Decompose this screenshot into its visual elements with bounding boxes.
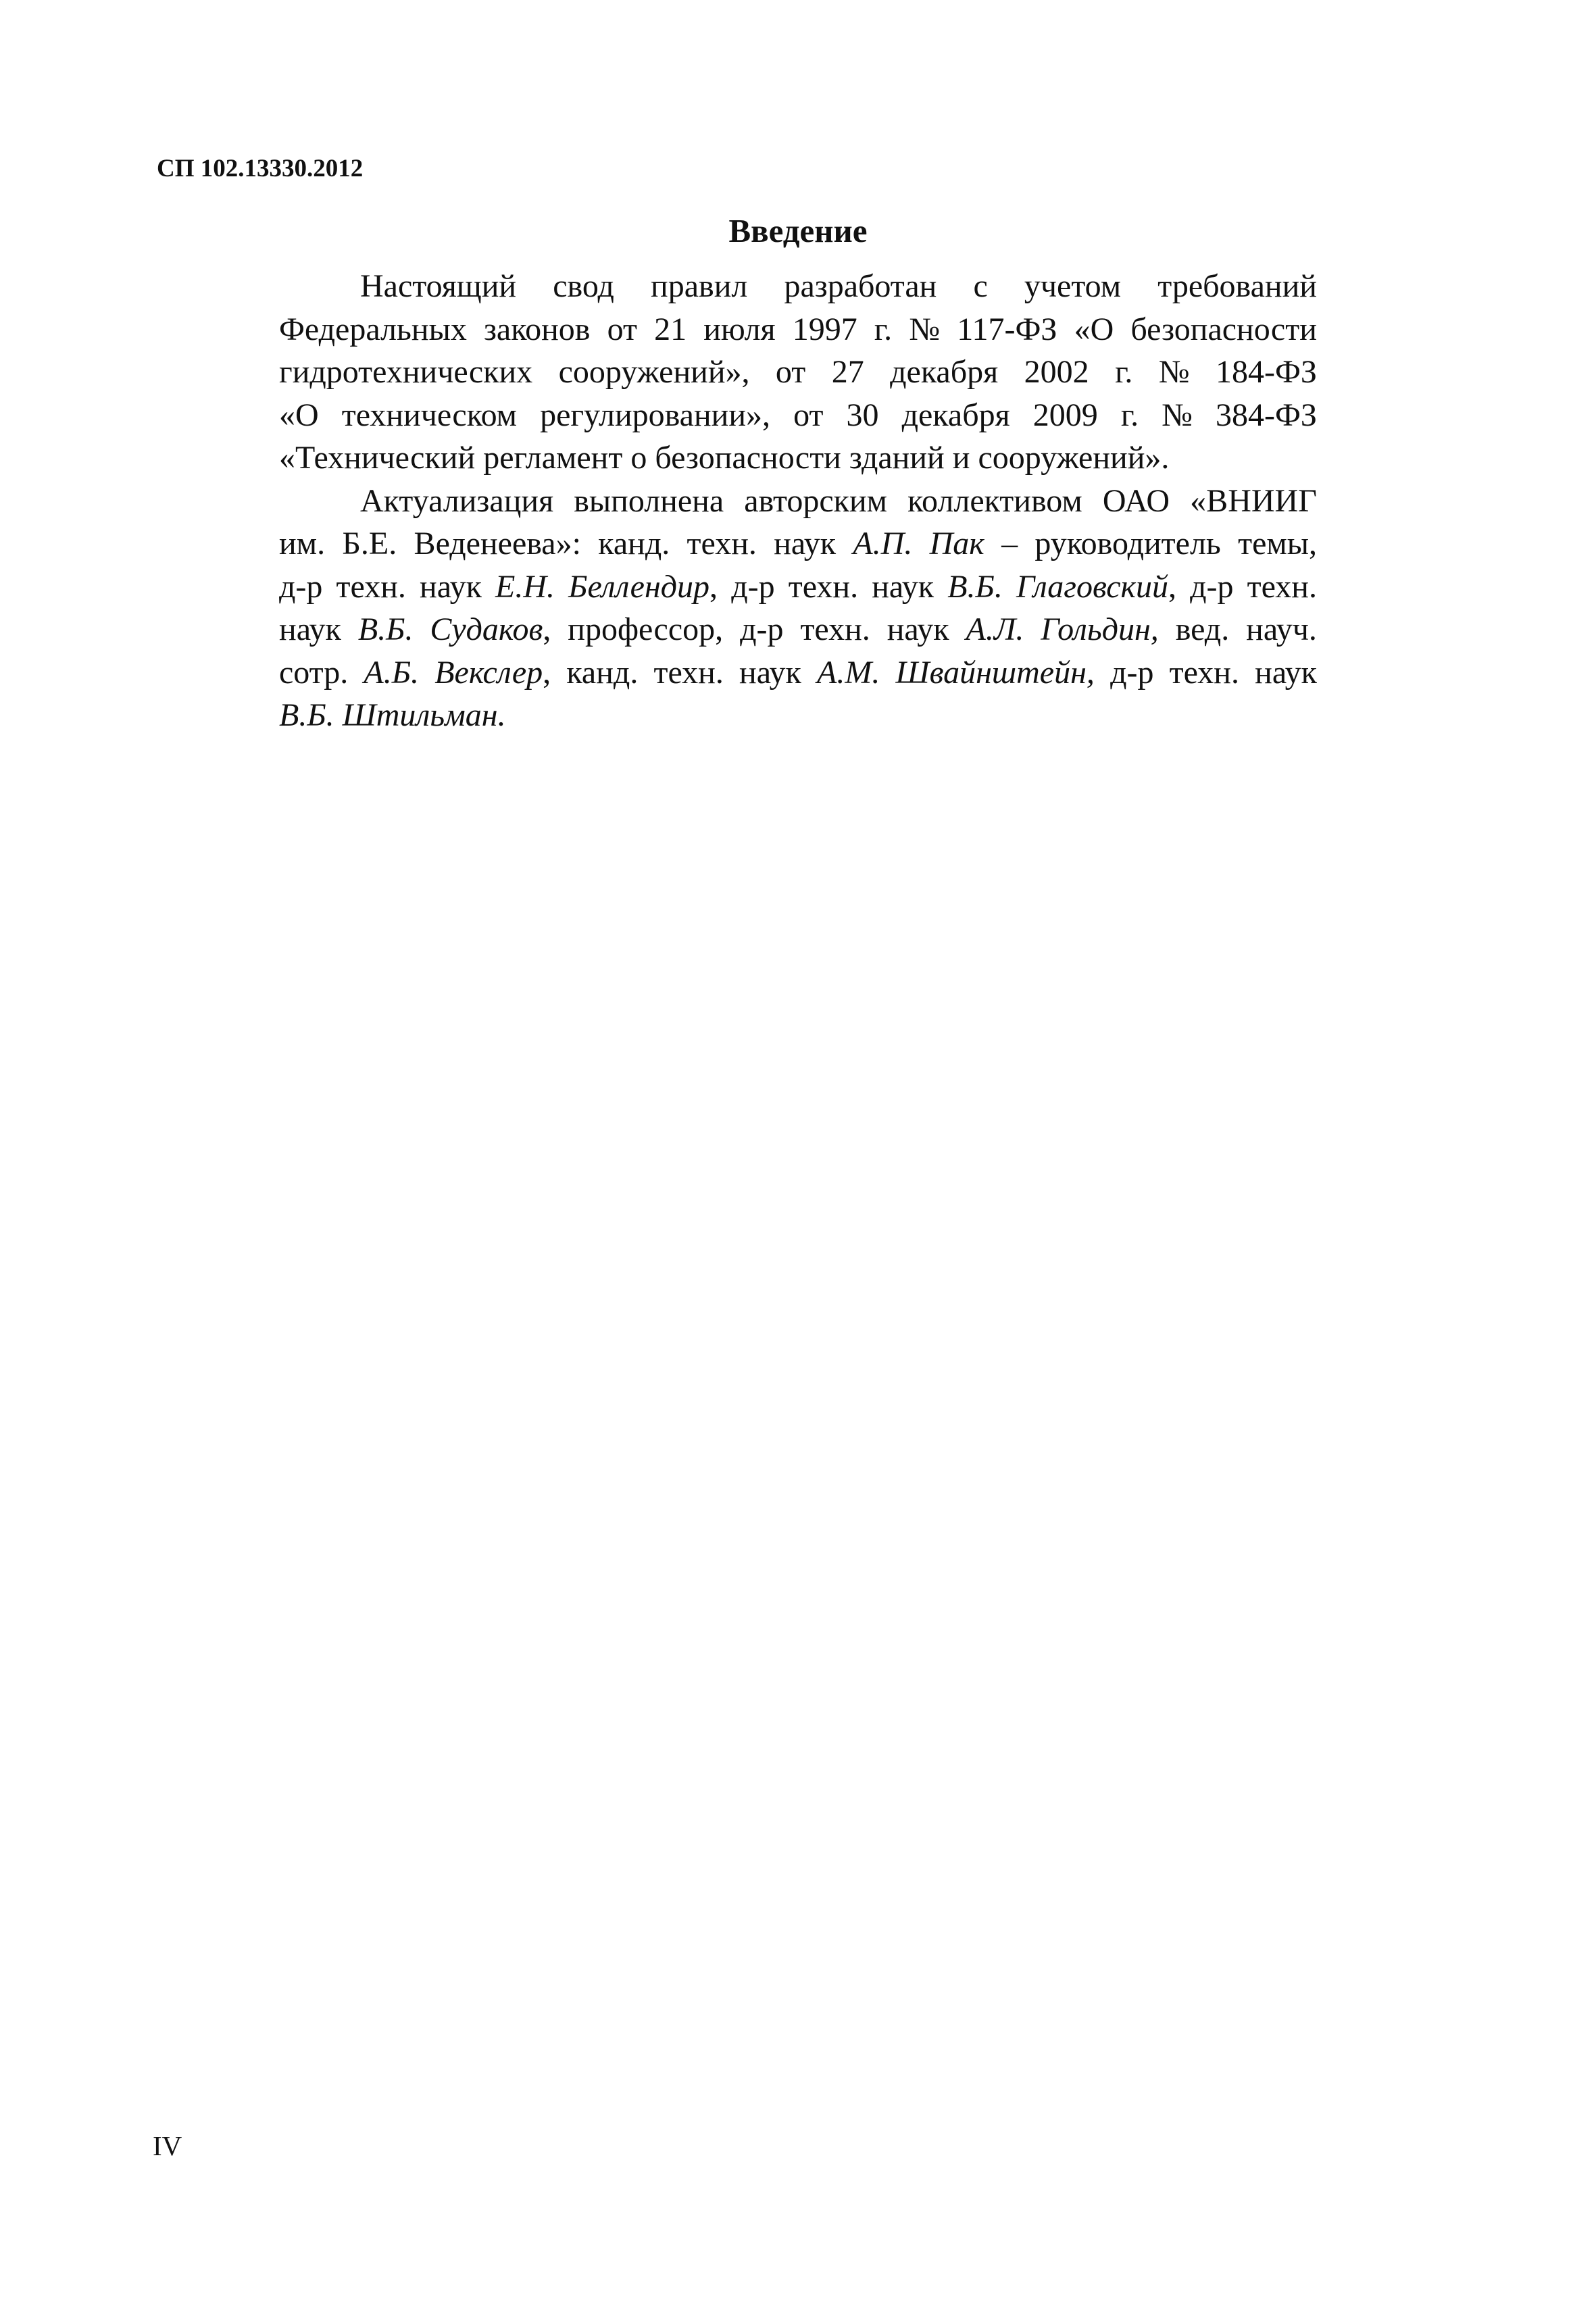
word: техническом (341, 397, 518, 433)
word: наук (739, 654, 801, 690)
word: А.Л. (966, 611, 1024, 647)
word: гидротехнических (279, 354, 533, 390)
word: Актуализация (360, 482, 554, 519)
word: с (973, 268, 988, 304)
word: декабря (901, 397, 1010, 433)
word: В.Б. (947, 568, 1003, 605)
word: Глаговский, (1016, 568, 1176, 605)
word: Б.Е. (342, 526, 397, 561)
body-text (279, 265, 1317, 737)
word: д-р (1190, 568, 1234, 605)
word: наук (1255, 654, 1317, 690)
text-line (279, 308, 1317, 351)
word: свод (553, 268, 614, 304)
word: «О (279, 397, 319, 433)
word: Пак (929, 526, 984, 561)
word: коллективом (907, 482, 1082, 519)
word: техн. (800, 611, 870, 647)
word: № (1158, 354, 1190, 390)
word: канд. (598, 526, 670, 561)
word: г. (1115, 354, 1133, 390)
word: темы, (1238, 526, 1317, 561)
word: А.Б. (364, 654, 420, 690)
word: руководитель (1034, 526, 1221, 561)
word: Швайнштейн, (895, 654, 1095, 690)
document-code: СП 102.13330.2012 (157, 155, 364, 182)
word: В.Б. (357, 611, 414, 647)
word: требований (1157, 268, 1317, 304)
word: безопасности (655, 440, 841, 476)
word: наук (872, 568, 934, 605)
word: регулировании», (540, 397, 771, 433)
word: г. (874, 311, 893, 347)
word: Штильман. (342, 697, 506, 733)
text-line (279, 694, 1317, 737)
word: канд. (566, 654, 639, 690)
word: регламент (483, 440, 623, 476)
word: июля (703, 311, 776, 347)
word: профессор, (568, 611, 724, 647)
word: техн. (687, 526, 757, 561)
word: от (793, 397, 824, 433)
word: 117-ФЗ (957, 311, 1057, 347)
word: д-р (1110, 654, 1154, 690)
word: наук (887, 611, 949, 647)
word: Судаков, (430, 611, 551, 647)
word: 2009 (1032, 397, 1098, 433)
word: наук (420, 568, 482, 605)
word: 21 (654, 311, 687, 347)
word: от (607, 311, 637, 347)
word: ОАО (1102, 482, 1170, 519)
word: разработан (784, 268, 937, 304)
word: техн. (653, 654, 724, 690)
text-line (279, 265, 1317, 308)
word: 384-ФЗ (1216, 397, 1317, 433)
text-line (279, 480, 1317, 523)
word: техн. (336, 568, 406, 605)
word: 27 (831, 354, 864, 390)
word: «О (1074, 311, 1114, 347)
word: 1997 (792, 311, 857, 347)
word: от (775, 354, 806, 390)
word: № (909, 311, 941, 347)
word: и (952, 440, 970, 476)
word: техн. (1247, 568, 1317, 605)
word: – (1001, 526, 1018, 561)
text-line (279, 351, 1317, 394)
word: вед. (1175, 611, 1230, 647)
word: Веденеева»: (414, 526, 581, 561)
word: А.П. (853, 526, 913, 561)
word: Векслер, (434, 654, 551, 690)
word: сооружений». (978, 440, 1170, 476)
word: Федеральных (279, 311, 467, 347)
text-line (279, 436, 1317, 480)
word: законов (483, 311, 591, 347)
text-line (279, 394, 1317, 437)
word: наук (774, 526, 837, 561)
word: декабря (890, 354, 999, 390)
text-line (279, 608, 1317, 651)
word: безопасности (1130, 311, 1317, 347)
word: о (630, 440, 647, 476)
word: № (1162, 397, 1193, 433)
word: учетом (1024, 268, 1122, 304)
word: наук (279, 611, 341, 647)
paragraph-intro (279, 265, 1317, 480)
word: А.М. (817, 654, 880, 690)
word: д-р (731, 568, 775, 605)
word: техн. (1169, 654, 1239, 690)
word: им. (279, 526, 326, 561)
word: сооружений», (558, 354, 750, 390)
text-line (279, 565, 1317, 609)
page-title: Введение (728, 212, 868, 249)
word: «Технический (279, 440, 476, 476)
word: науч. (1246, 611, 1317, 647)
word: В.Б. (279, 697, 334, 733)
word: «ВНИИГ (1190, 482, 1317, 519)
word: Гольдин, (1041, 611, 1159, 647)
paragraph-authors (279, 480, 1317, 737)
word: техн. (788, 568, 859, 605)
word: правил (651, 268, 748, 304)
word: д-р (279, 568, 323, 605)
word: авторским (744, 482, 888, 519)
word: сотр. (279, 654, 349, 690)
word: д-р (740, 611, 784, 647)
text-line (279, 522, 1317, 565)
word: 30 (846, 397, 879, 433)
word: Настоящий (360, 268, 517, 304)
page-number: IV (153, 2130, 182, 2161)
word: выполнена (574, 482, 724, 519)
word: 2002 (1024, 354, 1089, 390)
word: Е.Н. (495, 568, 555, 605)
text-line (279, 651, 1317, 695)
word: 184-ФЗ (1216, 354, 1317, 390)
word: г. (1120, 397, 1139, 433)
word: Беллендир, (568, 568, 718, 605)
word: зданий (849, 440, 945, 476)
